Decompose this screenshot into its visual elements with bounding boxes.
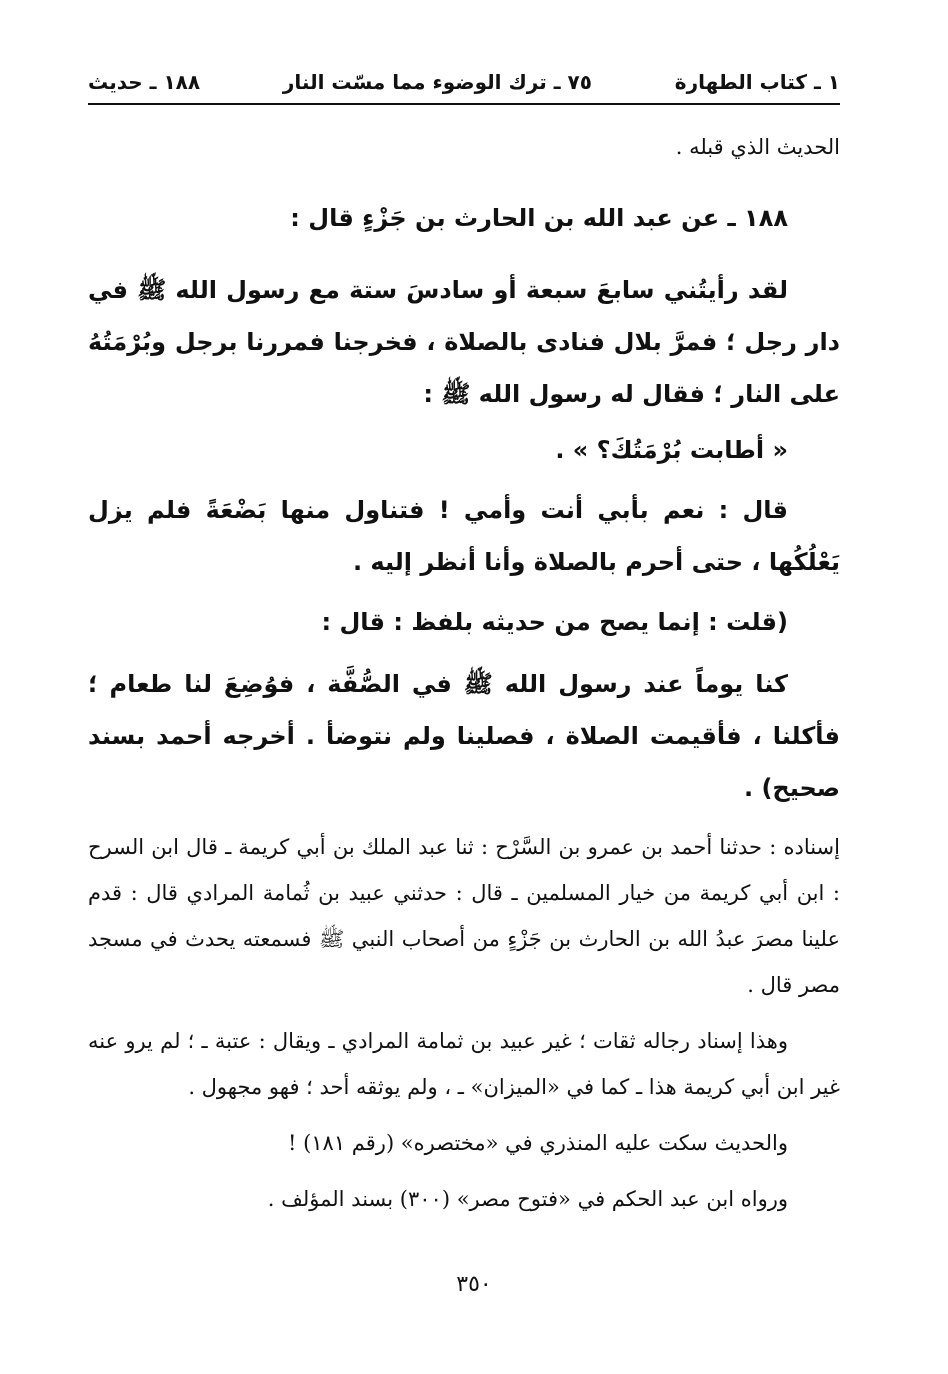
- hadith-heading: ١٨٨ ـ عن عبد الله بن الحارث بن جَزْءٍ قال :: [290, 204, 788, 232]
- header-divider: [88, 103, 840, 105]
- running-header: [88, 62, 840, 102]
- hadith-text: لقد رأيتُني سابعَ سبعة أو سادسَ ستة مع رسول الله ﷺ في دار رجل ؛ فمرَّ بلال فنادى بالصلاة ، فخرجنا فمررنا برجل وبُرْمَتُهُ على النار ؛ فقال له رسول الله ﷺ :: [88, 276, 840, 408]
- header-hadith-number: ١٨٨ ـ حديث: [88, 70, 201, 94]
- header-section: ٧٥ ـ ترك الوضوء مما مسّت النار: [282, 70, 592, 94]
- isnad-grading: وهذا إسناد رجاله ثقات ؛ غير عبيد بن ثمامة المرادي ـ ويقال : عتبة ـ ؛ لم يرو عنه غير ابن أبي كريمة هذا ـ كما في «الميزان» ـ ، ولم يوثقه أحد ؛ فهو مجهول .: [88, 1029, 840, 1099]
- author-note-text: كنا يوماً عند رسول الله ﷺ في الصُّفَّة ، فوُضِعَ لنا طعام ؛ فأكلنا ، فأقيمت الصلاة ، فصلينا ولم نتوضأ . أخرجه أحمد بسند صحيح) .: [88, 670, 840, 802]
- hadith-continuation: قال : نعم بأبي أنت وأمي ! فتناول منها بَضْعَةً فلم يزل يَعْلُكُها ، حتى أحرم بالصلاة وأنا أنظر إليه .: [88, 496, 840, 576]
- ibn-abd-al-hakam-note: ورواه ابن عبد الحكم في «فتوح مصر» (٣٠٠) بسند المؤلف .: [267, 1187, 788, 1211]
- header-chapter: ١ ـ كتاب الطهارة: [674, 70, 840, 94]
- author-note: (قلت : إنما يصح من حديثه بلفظ : قال :: [321, 608, 788, 636]
- page-number: ٣٥٠: [456, 1272, 492, 1297]
- hadith-quote: « أطابت بُرْمَتُكَ؟ » .: [555, 436, 788, 464]
- page-body: [88, 118, 840, 1222]
- isnad-paragraph: إسناده : حدثنا أحمد بن عمرو بن السَّرْح : ثنا عبد الملك بن أبي كريمة ـ قال ابن السرح : ابن أبي كريمة من خيار المسلمين ـ قال : حدثني عبيد بن ثُمامة المرادي قال : قدم علينا مصرَ عبدُ الله بن الحارث بن جَزْءٍ من أصحاب النبي ﷺ فسمعته يحدث في مسجد مصر قال .: [88, 835, 840, 997]
- continuation-line: الحديث الذي قبله .: [675, 135, 840, 159]
- mundhiri-note: والحديث سكت عليه المنذري في «مختصره» (رقم ١٨١) !: [287, 1131, 788, 1155]
